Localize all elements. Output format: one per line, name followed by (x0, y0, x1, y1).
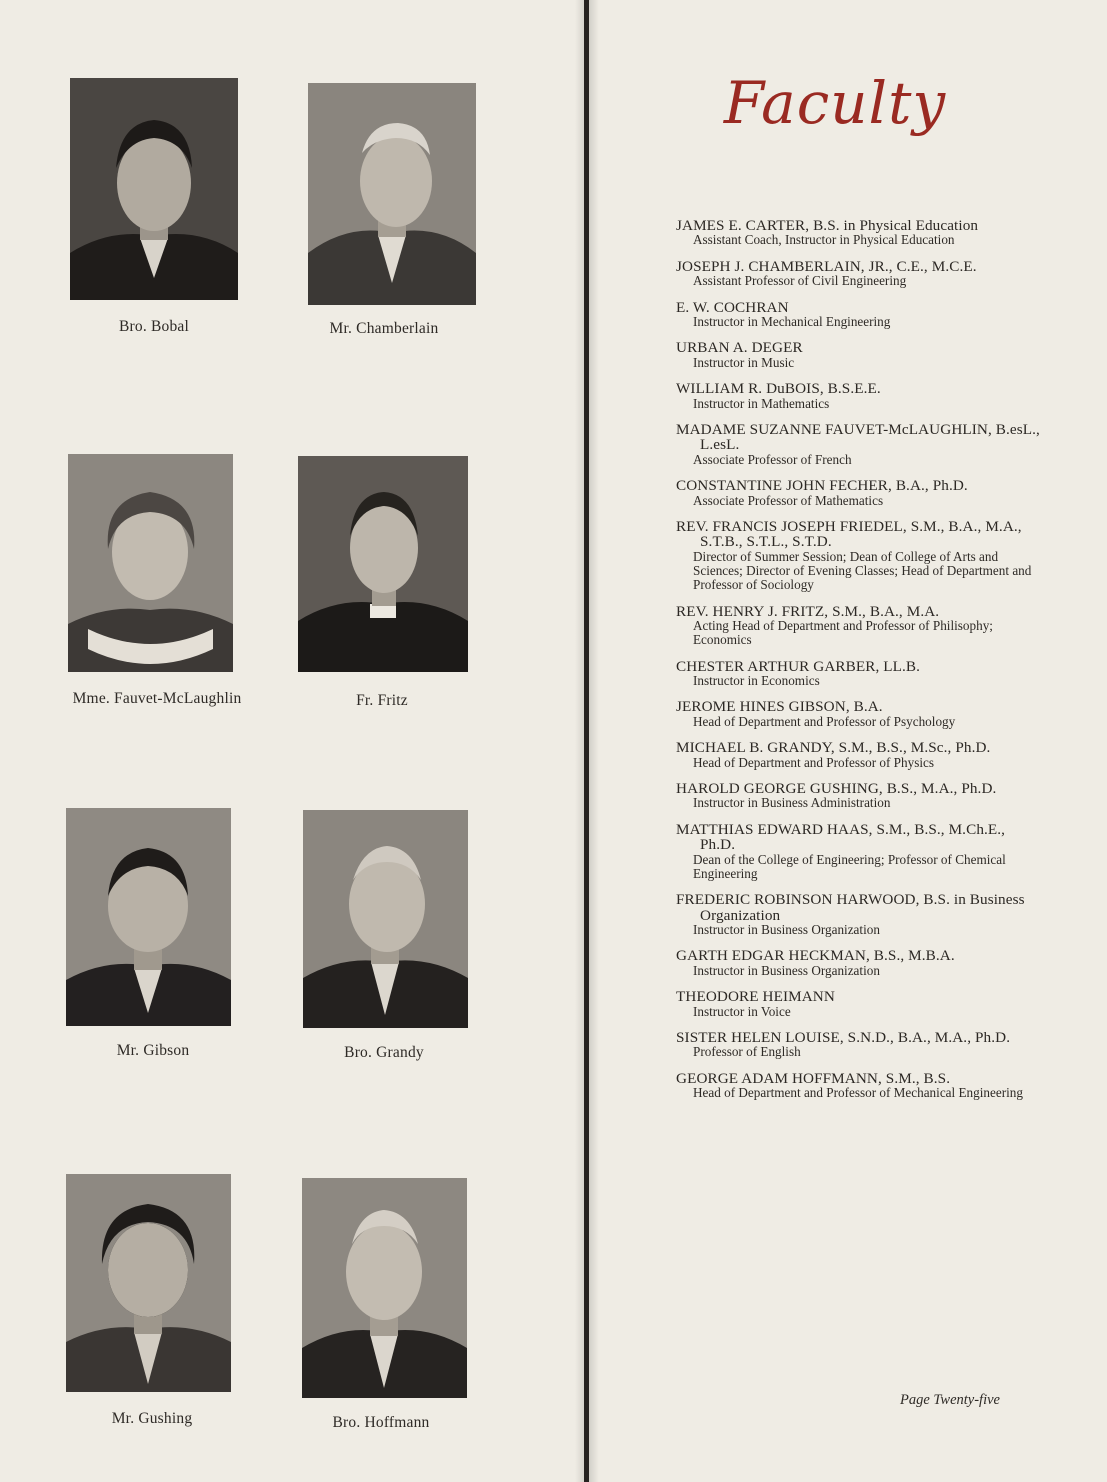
faculty-role: Head of Department and Professor of Mechanical Engineering (693, 1085, 1023, 1101)
faculty-entry (676, 604, 1044, 648)
binding-shadow-right (589, 0, 599, 1482)
faculty-name: JOSEPH J. CHAMBERLAIN, JR., C.E., M.C.E. (676, 257, 977, 275)
faculty-name: MADAME SUZANNE FAUVET-McLAUGHLIN, B.esL., L.esL. (676, 420, 1040, 454)
faculty-name: SISTER HELEN LOUISE, S.N.D., B.A., M.A., Ph.D. (676, 1028, 1011, 1046)
faculty-name: URBAN A. DEGER (676, 339, 803, 357)
faculty-name: THEODORE HEIMANN (676, 988, 835, 1006)
faculty-role: Acting Head of Department and Professor of Philisophy; Economics (693, 618, 993, 648)
faculty-role: Head of Department and Professor of Physics (693, 754, 934, 770)
faculty-name: REV. HENRY J. FRITZ, S.M., B.A., M.A. (676, 602, 940, 620)
portrait-photo (303, 810, 468, 1028)
faculty-list (676, 218, 1044, 1112)
faculty-entry (676, 300, 1044, 330)
faculty-entry (676, 740, 1044, 770)
faculty-role: Instructor in Mechanical Engineering (693, 314, 891, 329)
faculty-entry (676, 948, 1044, 978)
faculty-entry (676, 699, 1044, 729)
faculty-name: FREDERIC ROBINSON HARWOOD, B.S. in Business Organization (676, 891, 1025, 924)
faculty-name: HAROLD GEORGE GUSHING, B.S., M.A., Ph.D. (676, 779, 997, 797)
faculty-role: Instructor in Voice (693, 1003, 791, 1019)
faculty-role: Assistant Coach, Instructor in Physical Education (693, 232, 955, 248)
faculty-name: JEROME HINES GIBSON, B.A. (676, 698, 883, 716)
page-number: Page Twenty-five (900, 1392, 1000, 1408)
faculty-entry (676, 781, 1044, 811)
faculty-name: WILLIAM R. DuBOIS, B.S.E.E. (676, 380, 881, 398)
faculty-heading: Faculty (723, 69, 947, 137)
faculty-role: Instructor in Music (693, 354, 795, 370)
faculty-role: Associate Professor of Mathematics (693, 492, 884, 508)
portrait-photo (68, 454, 233, 672)
faculty-entry (676, 989, 1044, 1019)
faculty-role: Instructor in Mathematics (693, 395, 830, 411)
portrait-caption: Fr. Fritz (356, 692, 408, 709)
faculty-entry (676, 1030, 1044, 1060)
portrait-photo (302, 1178, 467, 1398)
faculty-name: JAMES E. CARTER, B.S. in Physical Education (676, 217, 979, 234)
faculty-entry (676, 659, 1044, 689)
portrait-caption: Mr. Gushing (111, 1410, 193, 1427)
portrait-caption: Mme. Fauvet-McLaughlin (72, 690, 242, 707)
faculty-role: Dean of the College of Engineering; Professor of Chemical Engineering (693, 851, 1006, 881)
faculty-name: REV. FRANCIS JOSEPH FRIEDEL, S.M., B.A., M.A., S.T.B., S.T.L., S.T.D. (676, 517, 1022, 551)
portrait-photo (70, 78, 238, 300)
faculty-role: Professor of English (693, 1044, 801, 1060)
faculty-role: Instructor in Business Organization (693, 922, 880, 937)
portrait-photo (66, 1174, 231, 1392)
faculty-name: CONSTANTINE JOHN FECHER, B.A., Ph.D. (676, 477, 968, 495)
faculty-role: Assistant Professor of Civil Engineering (693, 273, 907, 289)
portrait-photo (298, 456, 468, 672)
faculty-name: CHESTER ARTHUR GARBER, LL.B. (676, 657, 921, 675)
faculty-entry (676, 381, 1044, 411)
faculty-entry (676, 259, 1044, 289)
page-title (720, 58, 950, 158)
portrait-caption: Bro. Grandy (344, 1044, 424, 1061)
faculty-role: Instructor in Business Organization (693, 962, 880, 978)
portrait-photo (66, 808, 231, 1026)
faculty-name: GARTH EDGAR HECKMAN, B.S., M.B.A. (676, 947, 955, 965)
portrait-photo (308, 83, 476, 305)
faculty-entry (676, 340, 1044, 370)
faculty-role: Instructor in Economics (693, 673, 820, 688)
portrait-caption: Mr. Chamberlain (329, 320, 439, 337)
faculty-name: MATTHIAS EDWARD HAAS, S.M., B.S., M.Ch.E., Ph.D. (676, 820, 1006, 854)
faculty-name: E. W. COCHRAN (676, 298, 789, 316)
portrait-caption: Bro. Bobal (118, 318, 190, 335)
faculty-role: Instructor in Business Administration (693, 795, 891, 811)
portrait-caption: Mr. Gibson (116, 1042, 190, 1059)
faculty-entry (676, 422, 1044, 467)
faculty-entry (676, 1071, 1044, 1101)
faculty-entry (676, 519, 1044, 592)
faculty-role: Director of Summer Session; Dean of College of Arts and Sciences; Director of Evening Classes; Head of Department and Professor of Sociology (693, 548, 1032, 593)
faculty-name: MICHAEL B. GRANDY, S.M., B.S., M.Sc., Ph.D. (676, 739, 991, 757)
faculty-entry (676, 478, 1044, 508)
faculty-entry (676, 822, 1044, 881)
faculty-role: Associate Professor of French (693, 451, 852, 467)
faculty-role: Head of Department and Professor of Psychology (693, 713, 956, 729)
binding-shadow-left (575, 0, 584, 1482)
faculty-entry (676, 892, 1044, 937)
faculty-entry (676, 218, 1044, 248)
portrait-caption: Bro. Hoffmann (332, 1414, 430, 1431)
faculty-name: GEORGE ADAM HOFFMANN, S.M., B.S. (676, 1069, 951, 1087)
